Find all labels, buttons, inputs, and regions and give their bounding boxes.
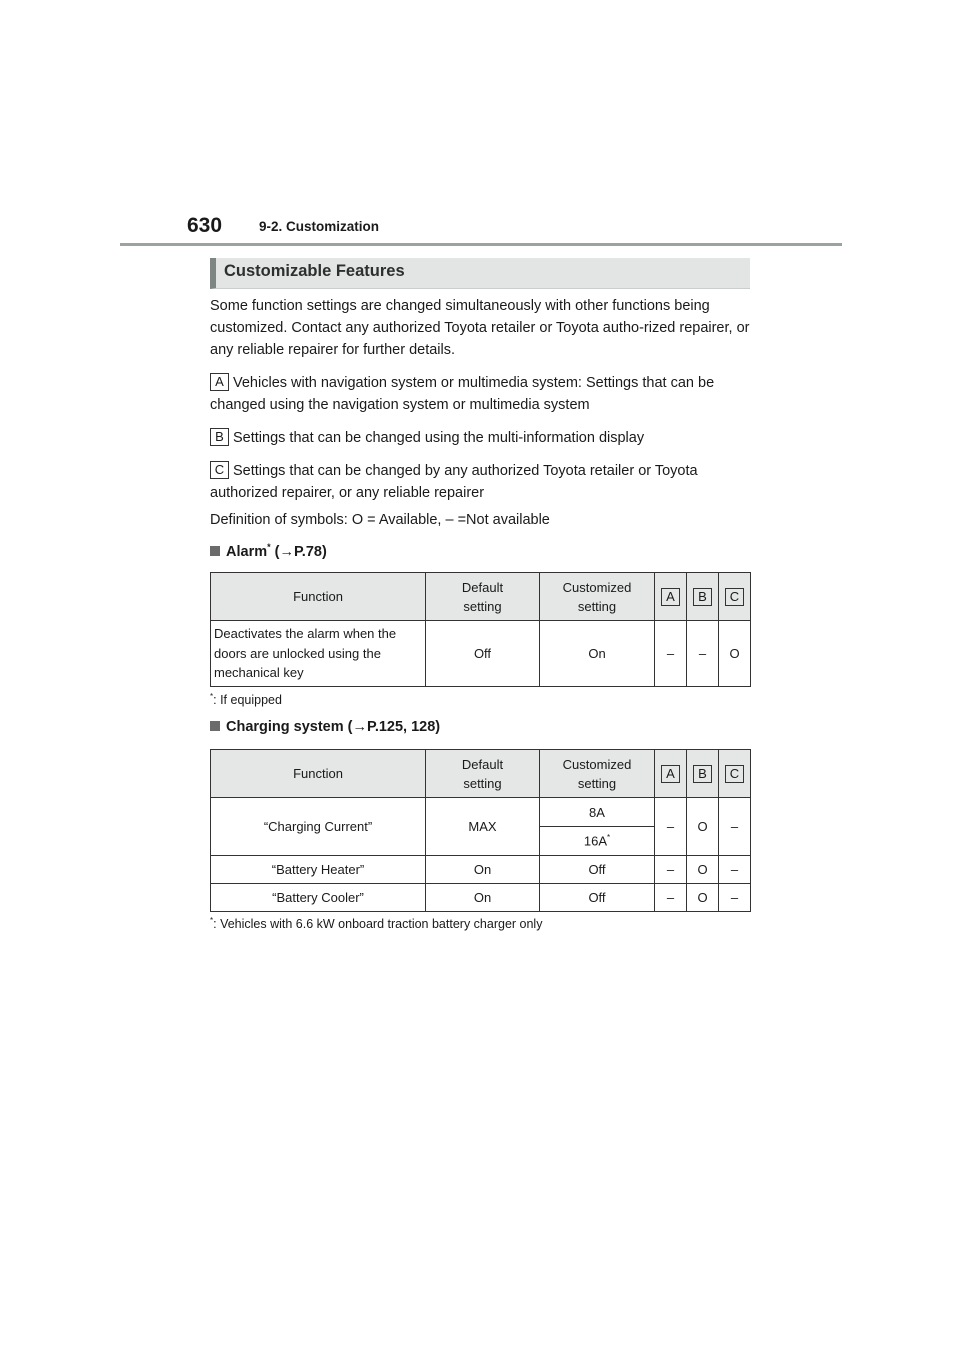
col-default: Default setting (426, 750, 540, 798)
letter-a-box: A (210, 373, 229, 391)
cell-function: “Charging Current” (211, 798, 426, 856)
letter-c-box: C (210, 461, 229, 479)
letter-b-box: B (693, 765, 712, 783)
cell-c: – (719, 798, 751, 856)
cell-b: O (687, 856, 719, 884)
cell-a: – (655, 884, 687, 912)
square-bullet-icon (210, 721, 220, 731)
charging-title: Charging system (226, 719, 344, 735)
alarm-title: Alarm (226, 543, 268, 560)
alarm-footnote (210, 692, 282, 707)
cell-default: On (426, 856, 540, 884)
legend-b-text: Settings that can be changed using the multi-information display (233, 430, 645, 446)
table-row (211, 856, 751, 884)
alarm-ref: (→P.78) (270, 543, 327, 560)
cell-default: Off (426, 621, 540, 687)
cell-default: MAX (426, 798, 540, 856)
cell-b: – (687, 621, 719, 687)
legend-a (210, 372, 755, 416)
col-customized: Customized setting (540, 573, 655, 621)
cell-c: – (719, 856, 751, 884)
alarm-asterisk: * (267, 542, 271, 552)
cell-customized: 8A (540, 798, 655, 827)
alarm-table (210, 572, 751, 687)
alarm-subheading (210, 542, 327, 560)
col-b (687, 573, 719, 621)
footnote-text: : If equipped (213, 693, 282, 708)
cell-default: On (426, 884, 540, 912)
cell-b: O (687, 798, 719, 856)
footnote-mark: * (210, 916, 214, 925)
table-row (211, 798, 751, 827)
cell-function: Deactivates the alarm when the doors are unlocked using the mechanical key (211, 621, 426, 687)
letter-b-box: B (693, 588, 712, 606)
legend-c-text: Settings that can be changed by any authorized Toyota retailer or Toyota authorized repairer, or any reliable repairer (210, 463, 698, 501)
cell-customized: On (540, 621, 655, 687)
cell-customized: Off (540, 884, 655, 912)
legend-a-text: Vehicles with navigation system or multimedia system: Settings that can be changed using the navigation system or multimedia system (210, 375, 715, 413)
charging-subheading (210, 719, 440, 735)
col-a (655, 750, 687, 798)
charging-footnote (210, 916, 542, 931)
col-c (719, 750, 751, 798)
col-a (655, 573, 687, 621)
cell-a: – (655, 798, 687, 856)
table-row (211, 621, 751, 687)
col-function: Function (211, 750, 426, 798)
cell-customized (540, 827, 655, 856)
cell-c: – (719, 884, 751, 912)
header-rule (120, 243, 842, 246)
cell-c: O (719, 621, 751, 687)
cell-b: O (687, 884, 719, 912)
cell-function: “Battery Heater” (211, 856, 426, 884)
cell-a: – (655, 856, 687, 884)
section-heading: Customizable Features (224, 262, 405, 280)
letter-a-box: A (661, 588, 680, 606)
cell-customized-value: 16A (583, 833, 607, 849)
legend-b (210, 427, 755, 449)
footnote-text: : Vehicles with 6.6 kW onboard traction battery charger only (213, 917, 543, 932)
legend-c (210, 460, 755, 504)
footnote-mark: * (210, 692, 214, 701)
charging-ref: (→P.125, 128) (343, 719, 441, 735)
footnote-mark: * (607, 833, 611, 843)
letter-c-box: C (725, 765, 744, 783)
cell-function: “Battery Cooler” (211, 884, 426, 912)
table-row (211, 884, 751, 912)
section-heading-bar (210, 258, 750, 289)
letter-a-box: A (661, 765, 680, 783)
symbol-definition: Definition of symbols: O = Available, – =Not available (210, 512, 550, 528)
col-c (719, 573, 751, 621)
cell-customized: Off (540, 856, 655, 884)
col-function: Function (211, 573, 426, 621)
col-customized: Customized setting (540, 750, 655, 798)
charging-table (210, 749, 751, 912)
letter-b-box: B (210, 428, 229, 446)
square-bullet-icon (210, 546, 220, 556)
intro-paragraph: Some function settings are changed simultaneously with other functions being customized. Contact any authorized Toyota retailer or Toyota autho-rized repairer, or any reliable repairer for further details. (210, 298, 750, 358)
col-b (687, 750, 719, 798)
col-default: Default setting (426, 573, 540, 621)
cell-a: – (655, 621, 687, 687)
section-label: 9-2. Customization (259, 219, 380, 234)
letter-c-box: C (725, 588, 744, 606)
page-number: 630 (187, 214, 223, 237)
